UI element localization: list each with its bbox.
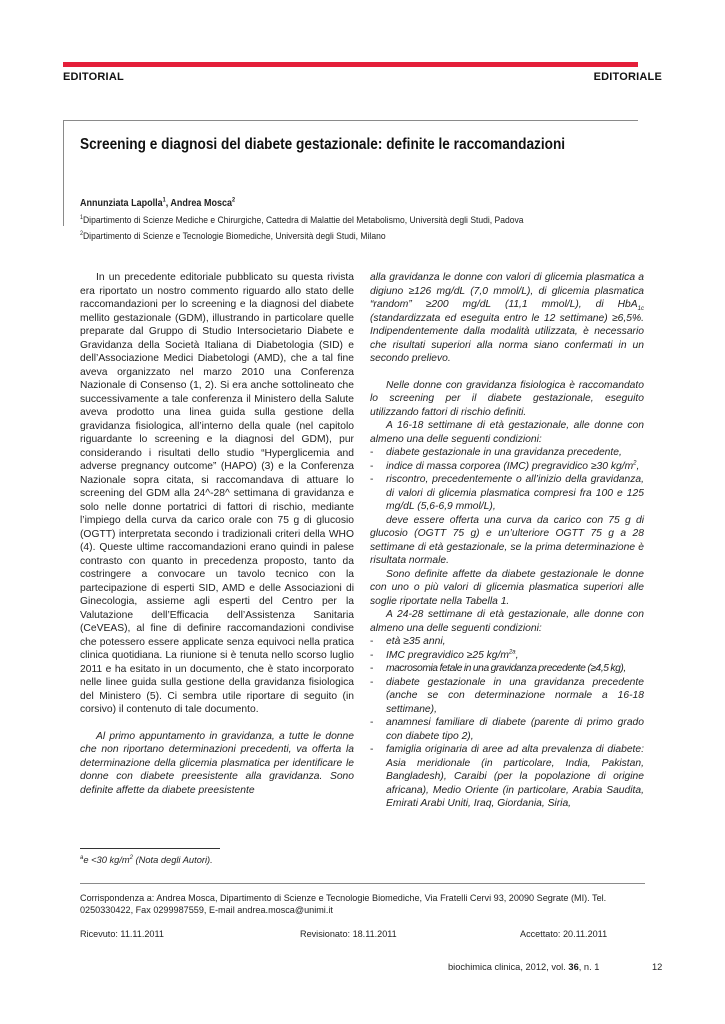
superscript: 2a bbox=[508, 649, 516, 656]
footnote bbox=[80, 855, 213, 865]
section-label-right: EDITORIALE bbox=[593, 71, 662, 83]
affiliation-text: Dipartimento di Scienze e Tecnologie Biomediche, Università degli Studi, Milano bbox=[83, 231, 386, 242]
body-column-right bbox=[370, 271, 644, 811]
journal-citation bbox=[448, 962, 599, 972]
affiliation bbox=[80, 215, 524, 226]
text-run: , n. 1 bbox=[578, 962, 600, 972]
title-box-top-rule bbox=[63, 120, 638, 121]
list-item: - età ≥35 anni, bbox=[370, 635, 644, 649]
correspondence: Corrispondenza a: Andrea Mosca, Dipartimento di Scienze e Tecnologie Biomediche, Via Fratelli Cervi 93, 20090 Segrate (MI). Tel. 0250330422, Fax 0299987559, E-mail andrea.mosca@unimi.it bbox=[80, 893, 607, 915]
list-item: - riscontro, precedentemente o all’inizio della gravidanza, di valori di glicemia plasmatica compresi fra 100 e 125 mg/dL (5,6-6,9 mmol/L), bbox=[370, 473, 644, 514]
affiliation bbox=[80, 231, 386, 242]
paragraph: Al primo appuntamento in gravidanza, a tutte le donne che non riportano determinazioni precedenti, va offerta la determinazione della glicemia plasmatica per identificare le donne con diabete preesistente alla gravidanza. Sono definite affette da diabete preesistente bbox=[80, 730, 354, 796]
paragraph: Nelle donne con gravidanza fisiologica è raccomandato lo screening per il diabete gestazionale, eseguito utilizzando fattori di rischio definiti. bbox=[370, 379, 644, 418]
paragraph: In un precedente editoriale pubblicato su questa rivista era riportato un nostro commento riguardo allo stato delle raccomandazioni per lo screening e la diagnosi del diabete mellito gestazionale (GDM), illustrando in particolare quelle preparate dal Gruppo di Studio Intersocietario Diabete e Gravidanza della Società Italiana di Diabetologia (SID) e dell’Associazione Medici Diabetologi (AMD), che a tal fine aveva organizzato nel marzo 2010 una Conferenza Nazionale di Consenso (1, 2). Si era anche sottolineato che successivamente a tale conferenza il Ministero della Salute aveva prodotto una linea guida sulla gestione della gravidanza fisiologica, all’interno della quale (nel capitolo riguardante lo screening e la diagnosi del GDM), pur considerando i risultati dello studio “Hyperglicemia and adverse pregnancy outcome” (HAPO) (3) e la Conferenza Nazionale sopra citata, si raccomandava di attuare lo screening del GDM alla 24^-28^ settimana di gravidanza e solo nelle donne portatrici di fattori di rischio, mediante l’impiego della curva da carico orale con 75 g di glucosio (OGTT) interpretata secondo i tradizionali criteri della WHO (4). Queste ultime raccomandazioni erano quindi in palese contrasto con quanto in precedenza proposto, tanto da costringere a convocare un tavolo tecnico con la partecipazione di esperti SID, AMD e delle Associazioni di Ginecologia, assieme agli esperti del Centro per la Valutazione dell’Efficacia dell’Assistenza Sanitaria (CeVEAS), al fine di definire raccomandazioni condivise che potessero essere applicate senza equivoci nella pratica clinica quotidiana. La riunione si è tenuta nello scorso luglio 2011 e ha esitato in un documento, che è stato incorporato nelle linee guida sulla gestione della gravidanza fisiologica del Ministero (5). Ci sembra utile riportare di seguito (in corsivo) il contenuto di tale documento. bbox=[80, 272, 354, 715]
header-accent-bar bbox=[63, 62, 638, 67]
author-line bbox=[80, 198, 235, 209]
text-run: indice di massa corporea (IMC) pregravidico ≥30 kg/m bbox=[386, 460, 634, 472]
date-accepted: Accettato: 20.11.2011 bbox=[520, 929, 608, 939]
text-run: , bbox=[515, 649, 519, 661]
paragraph: A 24-28 settimane di età gestazionale, alle donne con almeno una delle seguenti condizioni: bbox=[370, 609, 644, 634]
affiliation-mark: 1 bbox=[162, 197, 166, 204]
text-run: alla gravidanza le donne con valori di glicemia plasmatica a digiuno ≥126 mg/dL (7,0 mmol/L), di glicemia plasmatica “random” ≥200 mg/dL (11,1 mmol/L), di HbA bbox=[370, 272, 644, 310]
paragraph bbox=[370, 271, 644, 366]
page-number: 12 bbox=[652, 962, 663, 972]
title-box-left-rule bbox=[63, 120, 64, 226]
section-label-left: EDITORIAL bbox=[63, 71, 124, 83]
list-item: - anamnesi familiare di diabete (parente di primo grado con diabete tipo 2), bbox=[370, 716, 644, 743]
affiliation-number: 2 bbox=[80, 230, 84, 237]
superscript: 2 bbox=[633, 460, 637, 467]
affiliation-number: 1 bbox=[80, 214, 84, 221]
paragraph: deve essere offerta una curva da carico con 75 g di glucosio (OGTT 75 g) e un’ulteriore OGTT 75 g a 28 settimane di età gestazionale, se la prima determinazione è risultata normale. bbox=[370, 514, 644, 566]
footnote-mark: a bbox=[80, 854, 84, 861]
author-name: Andrea Mosca bbox=[170, 198, 233, 209]
superscript: 2 bbox=[129, 854, 133, 861]
list-item: - macrosomia fetale in una gravidanza precedente (≥4,5 kg), bbox=[370, 662, 644, 676]
text-run: , bbox=[636, 460, 640, 472]
text-run: (Nota degli Autori). bbox=[132, 855, 213, 865]
paragraph: A 16-18 settimane di età gestazionale, alle donne con almeno una delle seguenti condizioni: bbox=[370, 420, 644, 445]
body-column-left bbox=[80, 271, 354, 797]
author-name: Annunziata Lapolla bbox=[80, 198, 163, 209]
article-title: Screening e diagnosi del diabete gestazionale: definite le raccomandazioni bbox=[80, 136, 566, 153]
list-item: - famiglia originaria di aree ad alta prevalenza di diabete: Asia meridionale (in particolare, India, Pakistan, Bangladesh), Caraibi (per la popolazione di origine africana), Medio Oriente (in particolare, Arabia Saudita, Emirati Arabi Uniti, Iraq, Giordania, Siria, bbox=[370, 743, 644, 811]
text-run: (standardizzata ed eseguita entro le 12 settimane) ≥6,5%. Indipendentemente dalla modalità utilizzata, è necessario che risultati superiori alla norma siano confermati in un secondo prelievo. bbox=[370, 312, 644, 364]
author-separator: , bbox=[165, 198, 171, 209]
list-item bbox=[370, 649, 644, 663]
text-run: biochimica clinica, 2012, vol. bbox=[448, 962, 569, 972]
subscript: 1c bbox=[637, 306, 644, 313]
list-item bbox=[370, 460, 644, 474]
date-received: Ricevuto: 11.11.2011 bbox=[80, 929, 164, 939]
date-revised: Revisionato: 18.11.2011 bbox=[300, 929, 397, 939]
list-item: - diabete gestazionale in una gravidanza precedente (anche se con determinazione normale a 16-18 settimane), bbox=[370, 676, 644, 717]
text-run: e <30 kg/m bbox=[83, 855, 130, 865]
affiliation-text: Dipartimento di Scienze Mediche e Chirurgiche, Cattedra di Malattie del Metabolismo, Università degli Studi, Padova bbox=[83, 215, 524, 226]
affiliation-mark: 2 bbox=[232, 197, 236, 204]
paragraph: Sono definite affette da diabete gestazionale le donne con uno o più valori di glicemia plasmatica superiori alle soglie riportate nella Tabella 1. bbox=[370, 568, 644, 607]
volume-number: 36 bbox=[568, 962, 579, 972]
footnote-rule bbox=[80, 848, 220, 849]
correspondence-rule bbox=[80, 883, 645, 884]
text-run: IMC pregravidico ≥25 kg/m bbox=[386, 649, 509, 661]
list-item: - diabete gestazionale in una gravidanza precedente, bbox=[370, 446, 644, 460]
